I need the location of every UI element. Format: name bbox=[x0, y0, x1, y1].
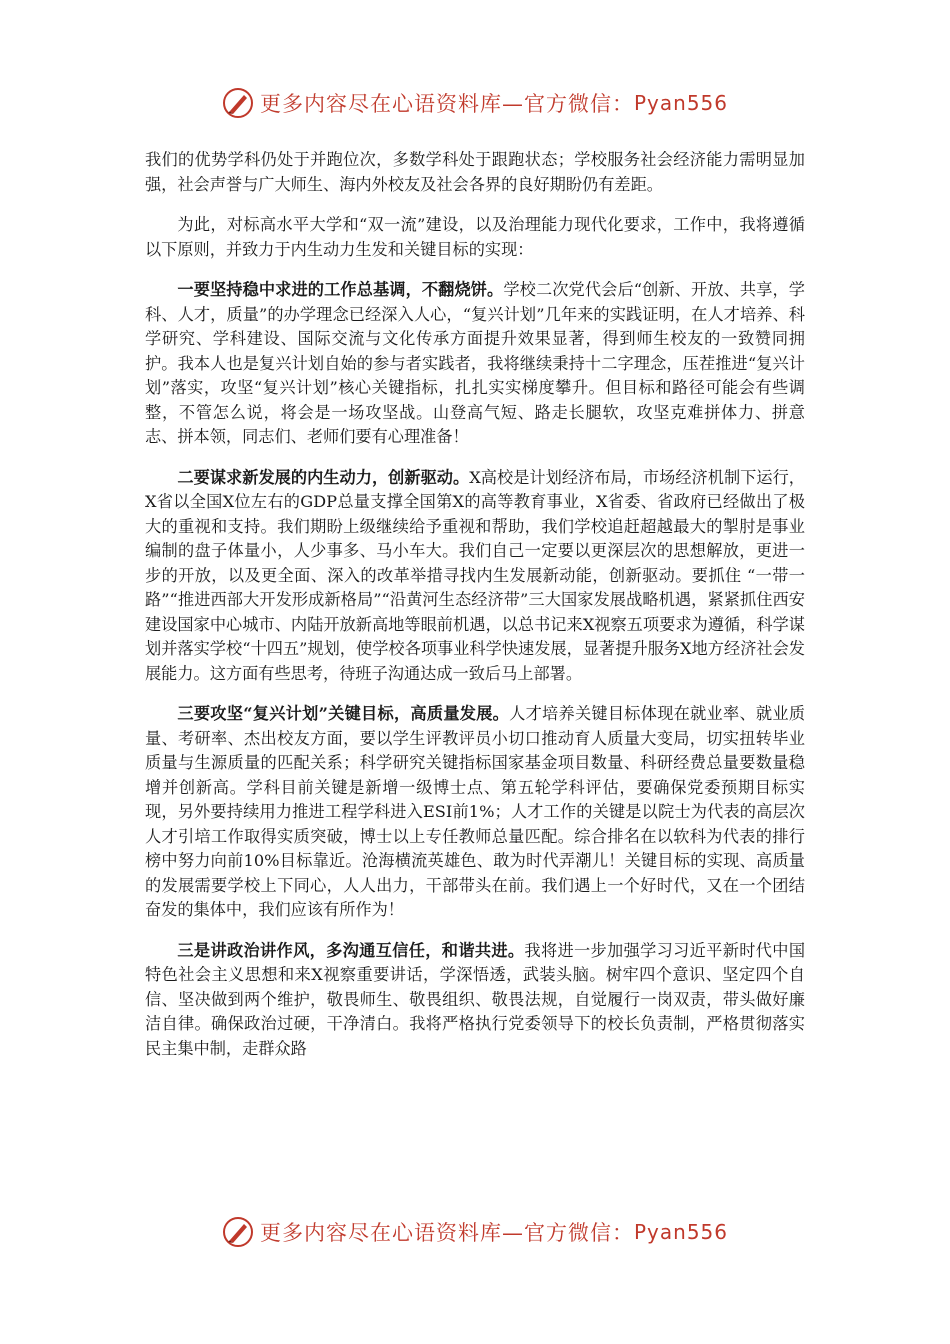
paragraph-5 bbox=[145, 702, 805, 923]
paragraph-3-heading: 一要坚持稳中求进的工作总基调，不翻烧饼。 bbox=[177, 280, 504, 299]
paragraph-5-text: 人才培养关键目标体现在就业率、就业质量、考研率、杰出校友方面，要以学生评教评员小切口推动育人质量大变局，切实扭转毕业质量与生源质量的匹配关系；科学研究关键指标国家基金项目数量、科研经费总量要数量稳增并创新高。学科目前关键是新增一级博士点、第五轮学科评估，要确保党委预期目标实现，另外要持续用力推进工程学科进入ESI前1%；人才工作的关键是以院士为代表的高层次人才引培工作取得实质突破，博士以上专任教师总量匹配。综合排名在以软科为代表的排行榜中努力向前10%目标靠近。沧海横流英雄色、敢为时代弄潮儿！关键目标的实现、高质量的发展需要学校上下同心，人人出力，干部带头在前。我们遇上一个好时代，又在一个团结奋发的集体中，我们应该有所作为！ bbox=[145, 704, 806, 919]
paragraph-4 bbox=[145, 466, 805, 687]
paragraph-3 bbox=[145, 278, 805, 450]
banner-wechat-id: Pyan556 bbox=[633, 91, 728, 115]
paragraph-6-text: 我将进一步加强学习习近平新时代中国特色社会主义思想和来X视察重要讲话，学深悟透，武装头脑。树牢四个意识、坚定四个自信、坚决做到两个维护，敬畏师生、敬畏组织、敬畏法规，自觉履行一岗双责，带头做好廉洁自律。确保政治过硬，干净清白。我将严格执行党委领导下的校长负责制，严格贯彻落实民主集中制，走群众路 bbox=[145, 940, 806, 1058]
paragraph-6-heading: 三是讲政治讲作风，多沟通互信任，和谐共进。 bbox=[177, 940, 525, 960]
paragraph-6 bbox=[145, 939, 805, 1062]
banner-text: 更多内容尽在心语资料库—官方微信： bbox=[259, 1221, 634, 1245]
paragraph-2-text: 为此，对标高水平大学和“双一流”建设，以及治理能力现代化要求，工作中，我将遵循以下原则，并致力于内生动力生发和关键目标的实现： bbox=[145, 215, 805, 259]
footer-banner bbox=[0, 1212, 950, 1252]
pen-logo-icon bbox=[222, 1216, 254, 1248]
paragraph-4-text: X高校是计划经济布局，市场经济机制下运行，X省以全国X位左右的GDP总量支撑全国第X的高等教育事业，X省委、省政府已经做出了极大的重视和支持。我们期盼上级继续给予重视和帮助，我们学校追赶超越最大的掣肘是事业编制的盘子体量小，人少事多、马小车大。我们自己一定要以更深层次的思想解放，更进一步的开放，以及更全面、深入的改革举措寻找内生发展新动能，创新驱动。要抓住 “一带一路”“推进西部大开发形成新格局”“沿黄河生态经济带”三大国家发展战略机遇，紧紧抓住西安建设国家中心城市、内陆开放新高地等眼前机遇，以总书记来X视察五项要求为遵循，科学谋划并落实学校“十四五”规划，使学校各项事业科学快速发展，显著提升服务X地方经济社会发展能力。这方面有些思考，待班子沟通达成一致后马上部署。 bbox=[145, 467, 805, 683]
paragraph-1-text: 我们的优势学科仍处于并跑位次，多数学科处于跟跑状态；学校服务社会经济能力需明显加强，社会声誉与广大师生、海内外校友及社会各界的良好期盼仍有差距。 bbox=[145, 150, 805, 194]
document-body bbox=[145, 148, 805, 1077]
paragraph-4-heading: 二要谋求新发展的内生动力，创新驱动。 bbox=[177, 467, 470, 487]
paragraph-1 bbox=[145, 148, 805, 197]
pen-logo-icon bbox=[222, 87, 254, 119]
paragraph-5-heading: 三要攻坚“复兴计划”关键目标，高质量发展。 bbox=[177, 704, 510, 723]
banner-text: 更多内容尽在心语资料库—官方微信： bbox=[259, 92, 634, 116]
paragraph-2 bbox=[145, 213, 805, 262]
banner-wechat-id: Pyan556 bbox=[633, 1220, 728, 1244]
paragraph-3-text: 学校二次党代会后“创新、开放、共享，学科、人才，质量”的办学理念已经深入人心，“复兴计划”几年来的实践证明，在人才培养、科学研究、学科建设、国际交流与文化传承方面提升效果显著，得到师生校友的一致赞同拥护。我本人也是复兴计划自始的参与者实践者，我将继续秉持十二字理念，压茬推进“复兴计划”落实，攻坚“复兴计划”核心关键指标，扎扎实实梯度攀升。但目标和路径可能会有些调整，不管怎么说，将会是一场攻坚战。山登高气短、路走长腿软，攻坚克难拼体力、拼意志、拼本领，同志们、老师们要有心理准备！ bbox=[145, 280, 805, 446]
header-banner bbox=[0, 83, 950, 123]
